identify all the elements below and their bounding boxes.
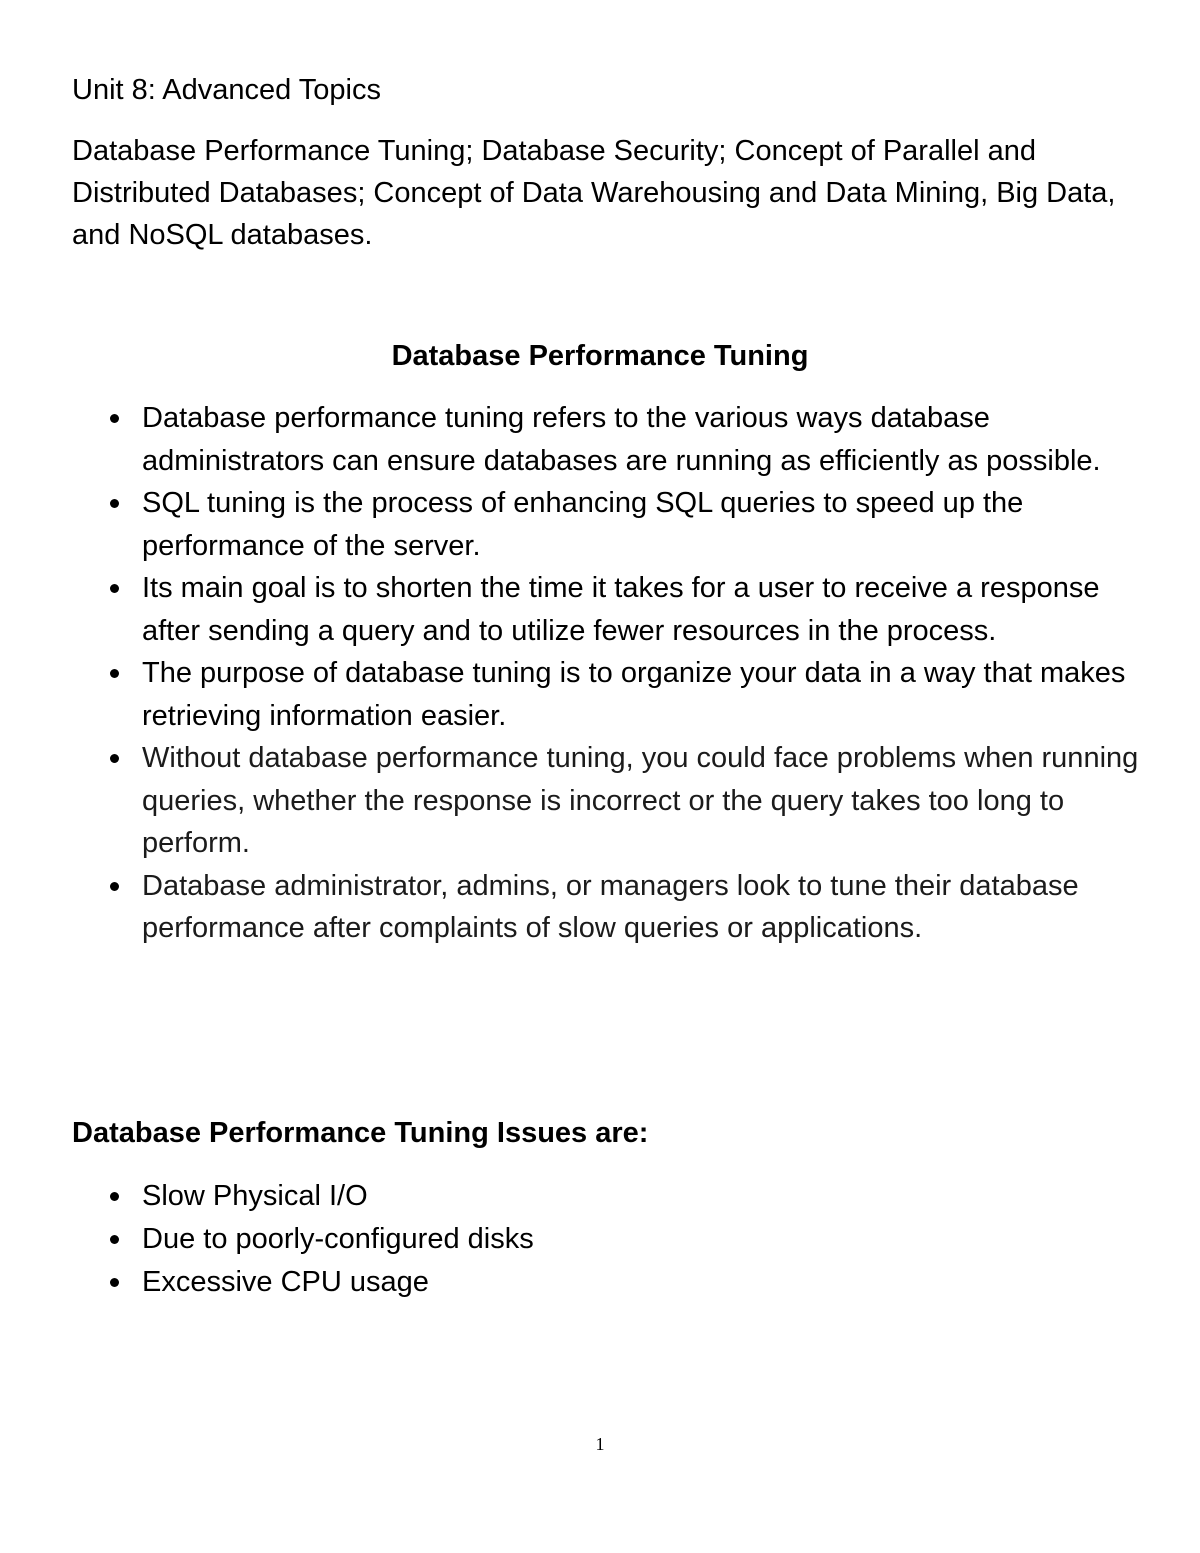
issues-heading: Database Performance Tuning Issues are: bbox=[72, 1117, 649, 1149]
list-item-text: The purpose of database tuning is to organize your data in a way that makes retrieving information easier. bbox=[142, 657, 1126, 732]
bullet-icon bbox=[110, 882, 119, 891]
section-heading: Database Performance Tuning bbox=[391, 340, 809, 372]
list-item-text: Its main goal is to shorten the time it takes for a user to receive a response after sending a query and to utilize fewer resources in the process. bbox=[142, 572, 1100, 647]
bullet-icon bbox=[110, 754, 119, 763]
bullet-icon bbox=[110, 1192, 119, 1201]
list-item bbox=[0, 1218, 1140, 1261]
list-item-text: Without database performance tuning, you could face problems when running queries, whether the response is incorrect or the query takes too long to perform. bbox=[142, 742, 1139, 859]
page-number: 1 bbox=[595, 1434, 605, 1454]
bullet-icon bbox=[110, 499, 119, 508]
bullet-icon bbox=[110, 414, 119, 423]
bullet-icon bbox=[110, 669, 119, 678]
bullet-icon bbox=[110, 1235, 119, 1244]
list-item bbox=[0, 652, 1140, 737]
tuning-bullet-list bbox=[0, 397, 1140, 950]
list-item-text: Database performance tuning refers to the various ways database administrators can ensure databases are running as efficiently as possible. bbox=[142, 402, 1101, 477]
list-item-text: Slow Physical I/O bbox=[142, 1180, 368, 1212]
list-item-text: Due to poorly-configured disks bbox=[142, 1223, 534, 1255]
bullet-icon bbox=[110, 1278, 119, 1287]
unit-title: Unit 8: Advanced Topics bbox=[72, 74, 381, 106]
list-item bbox=[0, 1175, 1140, 1218]
list-item bbox=[0, 567, 1140, 652]
list-item bbox=[0, 1261, 1140, 1304]
list-item bbox=[0, 397, 1140, 482]
syllabus-paragraph: Database Performance Tuning; Database Security; Concept of Parallel and Distributed Databases; Concept of Data Warehousing and Data Mining, Big Data, and NoSQL databases. bbox=[72, 135, 1116, 251]
list-item-text: Excessive CPU usage bbox=[142, 1266, 429, 1298]
bullet-icon bbox=[110, 584, 119, 593]
list-item-text: Database administrator, admins, or managers look to tune their database performance after complaints of slow queries or applications. bbox=[142, 869, 1079, 944]
list-item bbox=[0, 865, 1140, 950]
list-item-text: SQL tuning is the process of enhancing SQL queries to speed up the performance of the server. bbox=[142, 487, 1024, 562]
list-item bbox=[0, 482, 1140, 567]
list-item bbox=[0, 737, 1140, 865]
issues-bullet-list bbox=[0, 1175, 1140, 1304]
